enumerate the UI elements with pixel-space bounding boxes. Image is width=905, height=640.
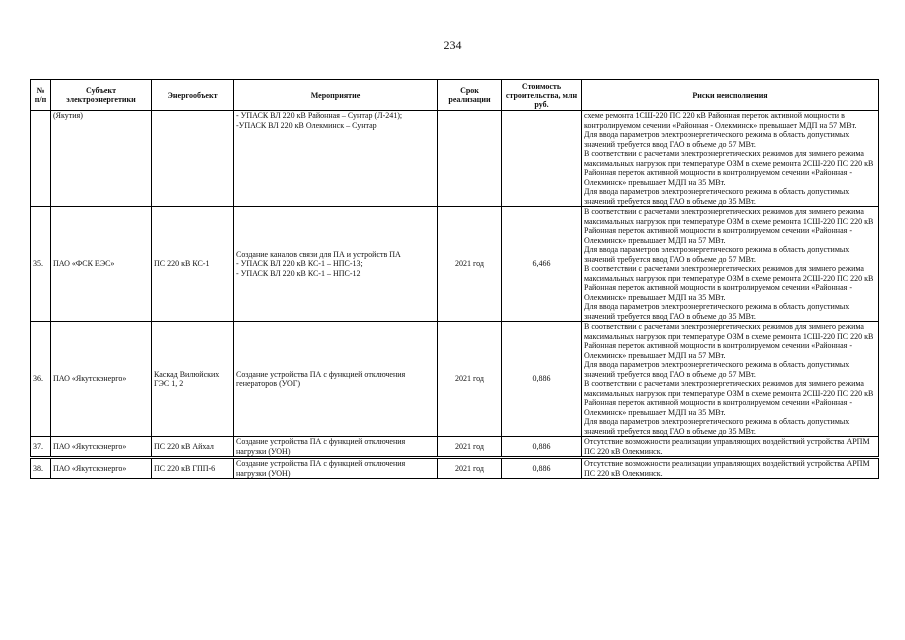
cell-subject: ПАО «Якутскэнерго»	[51, 458, 152, 479]
cell-subject: ПАО «Якутскэнерго»	[51, 437, 152, 458]
cell-num: 36.	[31, 322, 51, 437]
cell-subject: ПАО «Якутскэнерго»	[51, 322, 152, 437]
cell-subject: (Якутия)	[51, 111, 152, 207]
cell-measure: Создание каналов связи для ПА и устройств ПА - УПАСК ВЛ 220 кВ КС-1 – НПС-13; - УПАСК ВЛ 220 кВ КС-1 – НПС-12	[234, 207, 438, 322]
cell-risks: В соответствии с расчетами электроэнергетических режимов для зимнего режима максимальных нагрузок при температуре ОЗМ в схеме ремонта 1СШ-220 ПС 220 кВ Районная переток активной мощности в контролируемом сечении «Районная - Олекминск» превышает МДП на 57 МВт. Для ввода параметров электроэнергетического режима в область допустимых значений требуется ввод ГАО в объеме до 57 МВт. В соответствии с расчетами электроэнергетических режимов для зимнего режима максимальных нагрузок при температуре ОЗМ в схеме ремонта 2СШ-220 ПС 220 кВ Районная переток активной мощности в контролируемом сечении «Районная - Олекминск» превышает МДП на 35 МВт. Для ввода параметров электроэнергетического режима в область допустимых значений требуется ввод ГАО в объеме до 35 МВт.	[582, 207, 879, 322]
cell-risks: схеме ремонта 1СШ-220 ПС 220 кВ Районная переток активной мощности в контролируемом сечении «Районная - Олекминск» превышает МДП на 57 МВт. Для ввода параметров электроэнергетического режима в область допустимых значений требуется ввод ГАО в объеме до 57 МВт. В соответствии с расчетами электроэнергетических режимов для зимнего режима максимальных нагрузок при температуре ОЗМ в схеме ремонта 2СШ-220 ПС 220 кВ Районная переток активной мощности в контролируемом сечении «Районная - Олекминск» превышает МДП на 35 МВт. Для ввода параметров электроэнергетического режима в область допустимых значений требуется ввод ГАО в объеме до 35 МВт.	[582, 111, 879, 207]
cell-cost: 0,886	[502, 322, 582, 437]
cell-cost: 0,886	[502, 437, 582, 458]
cell-measure: Создание устройства ПА с функцией отключения нагрузки (УОН)	[234, 458, 438, 479]
table-row	[31, 111, 879, 207]
table-row	[31, 437, 879, 458]
table-header-row	[31, 80, 879, 111]
header-subject: Субъект электроэнергетики	[51, 80, 152, 111]
header-num: № п/п	[31, 80, 51, 111]
measures-table	[30, 79, 879, 479]
cell-cost: 6,466	[502, 207, 582, 322]
cell-term	[438, 111, 502, 207]
cell-measure: - УПАСК ВЛ 220 кВ Районная – Сунтар (Л-241); -УПАСК ВЛ 220 кВ Олекминск – Сунтар	[234, 111, 438, 207]
cell-num: 37.	[31, 437, 51, 458]
cell-cost	[502, 111, 582, 207]
table-row	[31, 458, 879, 479]
cell-term: 2021 год	[438, 458, 502, 479]
header-cost: Стоимость строительства, млн руб.	[502, 80, 582, 111]
cell-num: 38.	[31, 458, 51, 479]
header-measure: Мероприятие	[234, 80, 438, 111]
cell-cost: 0,886	[502, 458, 582, 479]
cell-subject: ПАО «ФСК ЕЭС»	[51, 207, 152, 322]
table-row	[31, 207, 879, 322]
header-object: Энергообъект	[152, 80, 234, 111]
header-risks: Риски неисполнения	[582, 80, 879, 111]
cell-num: 35.	[31, 207, 51, 322]
cell-num	[31, 111, 51, 207]
cell-object: ПС 220 кВ ГПП-6	[152, 458, 234, 479]
cell-term: 2021 год	[438, 322, 502, 437]
cell-risks: Отсутствие возможности реализации управляющих воздействий устройства АРПМ ПС 220 кВ Олекминск.	[582, 437, 879, 458]
cell-risks: В соответствии с расчетами электроэнергетических режимов для зимнего режима максимальных нагрузок при температуре ОЗМ в схеме ремонта 1СШ-220 ПС 220 кВ Районная переток активной мощности в контролируемом сечении «Районная - Олекминск» превышает МДП на 57 МВт. Для ввода параметров электроэнергетического режима в область допустимых значений требуется ввод ГАО в объеме до 57 МВт. В соответствии с расчетами электроэнергетических режимов для зимнего режима максимальных нагрузок при температуре ОЗМ в схеме ремонта 2СШ-220 ПС 220 кВ Районная переток активной мощности в контролируемом сечении «Районная - Олекминск» превышает МДП на 35 МВт. Для ввода параметров электроэнергетического режима в область допустимых значений требуется ввод ГАО в объеме до 35 МВт.	[582, 322, 879, 437]
cell-object: Каскад Вилюйских ГЭС 1, 2	[152, 322, 234, 437]
cell-term: 2021 год	[438, 437, 502, 458]
cell-measure: Создание устройства ПА с функцией отключения генераторов (УОГ)	[234, 322, 438, 437]
cell-object	[152, 111, 234, 207]
table-row	[31, 322, 879, 437]
header-term: Срок реализации	[438, 80, 502, 111]
page-number: 234	[443, 38, 462, 52]
cell-measure: Создание устройства ПА с функцией отключения нагрузки (УОН)	[234, 437, 438, 458]
cell-object: ПС 220 кВ Айхал	[152, 437, 234, 458]
cell-object: ПС 220 кВ КС-1	[152, 207, 234, 322]
cell-term: 2021 год	[438, 207, 502, 322]
cell-risks: Отсутствие возможности реализации управляющих воздействий устройства АРПМ ПС 220 кВ Олекминск.	[582, 458, 879, 479]
